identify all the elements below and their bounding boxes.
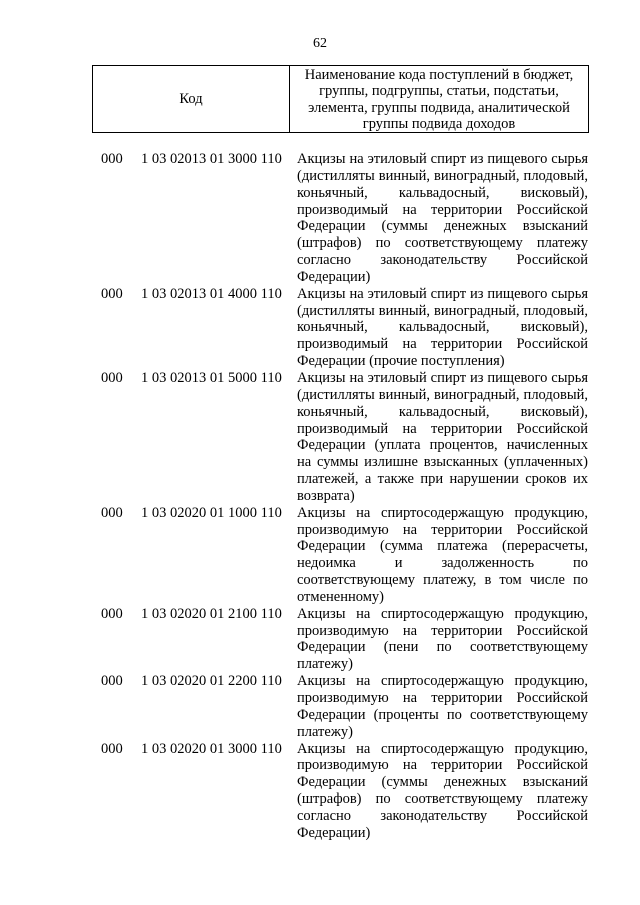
header-code-label: Код xyxy=(93,66,290,132)
row-budget-code: 1 03 02020 01 1000 110 xyxy=(141,504,282,521)
row-description: Акцизы на этиловый спирт из пищевого сырья (дистилляты винный, виноградный, плодовый, коньячный, кальвадосный, висковый), производимый на территории Российской Федерации (уплата процентов, начисленных на суммы излишне взысканных (уплаченных) платежей, а также при нарушении сроков их возврата) xyxy=(297,369,588,504)
table-row xyxy=(0,286,640,370)
row-budget-code: 1 03 02020 01 3000 110 xyxy=(141,740,282,757)
row-admin-code: 000 xyxy=(101,605,123,622)
table-row xyxy=(0,151,640,286)
page-number: 62 xyxy=(313,36,327,51)
row-admin-code: 000 xyxy=(101,740,123,757)
table-row xyxy=(0,606,640,673)
header-name-label: Наименование кода поступлений в бюджет, группы, подгруппы, статьи, подстатьи, элемента, группы подвида, аналитической группы подвида доходов xyxy=(304,67,574,132)
row-budget-code: 1 03 02020 01 2100 110 xyxy=(141,605,282,622)
table-row xyxy=(0,505,640,606)
row-budget-code: 1 03 02013 01 3000 110 xyxy=(141,151,282,167)
row-description: Акцизы на спиртосодержащую продукцию, производимую на территории Российской Федерации (пени по соответствующему платежу) xyxy=(297,605,588,673)
row-budget-code: 1 03 02013 01 4000 110 xyxy=(141,285,282,302)
row-description: Акцизы на спиртосодержащую продукцию, производимую на территории Российской Федерации (суммы денежных взысканий (штрафов) по соответствующему платежу согласно законодательству Российской Федерации) xyxy=(297,740,588,841)
row-admin-code: 000 xyxy=(101,673,123,690)
row-budget-code: 1 03 02020 01 2200 110 xyxy=(141,673,282,690)
row-admin-code: 000 xyxy=(101,151,123,167)
table-row xyxy=(0,673,640,740)
table-body xyxy=(0,151,640,842)
row-description: Акцизы на спиртосодержащую продукцию, производимую на территории Российской Федерации (проценты по соответствующему платежу) xyxy=(297,673,588,740)
row-budget-code: 1 03 02013 01 5000 110 xyxy=(141,369,282,386)
table-header xyxy=(92,65,589,133)
row-admin-code: 000 xyxy=(101,369,123,386)
row-description: Акцизы на этиловый спирт из пищевого сырья (дистилляты винный, виноградный, плодовый, коньячный, кальвадосный, висковый), производимый на территории Российской Федерации (суммы денежных взысканий (штрафов) по соответствующему платежу согласно законодательству Российской Федерации) xyxy=(297,151,588,285)
row-admin-code: 000 xyxy=(101,285,123,302)
row-description: Акцизы на этиловый спирт из пищевого сырья (дистилляты винный, виноградный, плодовый, коньячный, кальвадосный, висковый), производимый на территории Российской Федерации (прочие поступления) xyxy=(297,285,588,370)
table-row xyxy=(0,370,640,505)
table-row xyxy=(0,741,640,842)
row-description: Акцизы на спиртосодержащую продукцию, производимую на территории Российской Федерации (сумма платежа (перерасчеты, недоимка и задолженность по соответствующему платежу, в том числе по отмененному) xyxy=(297,504,588,605)
row-admin-code: 000 xyxy=(101,504,123,521)
